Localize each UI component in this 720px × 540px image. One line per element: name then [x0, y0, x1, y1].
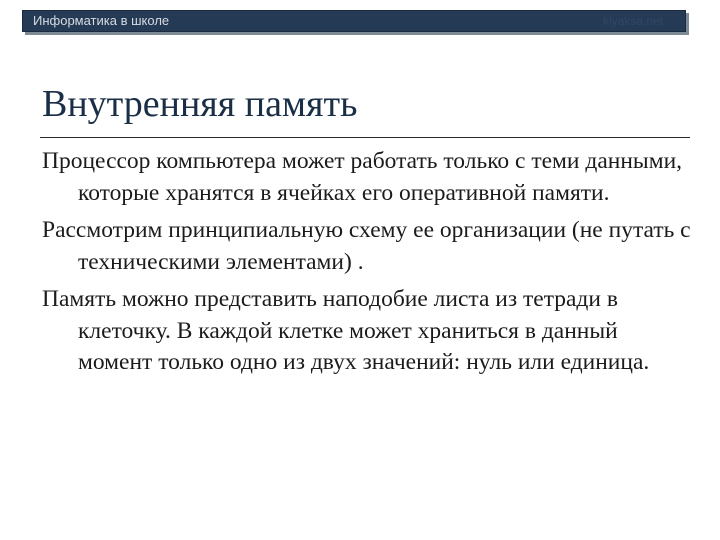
- header-course-label: Информатика в школе: [33, 13, 170, 28]
- header-bar: [22, 10, 686, 32]
- slide-title: Внутренняя память: [42, 83, 358, 125]
- body-paragraph-3: Память можно представить наподобие листа из тетради в клеточку. В каждой клетке может храниться в данный момент только одно из двух значений: нуль или единица.: [42, 286, 650, 375]
- slide-body: [42, 146, 692, 385]
- body-paragraph-1: Процессор компьютера может работать только с теми данными, которые хранятся в ячейках его оперативной памяти.: [42, 148, 683, 206]
- body-paragraph-2: Рассмотрим принципиальную схему ее организации (не путать с техническими элементами) .: [42, 217, 691, 275]
- header-site-link[interactable]: klyaksa.net: [602, 14, 663, 28]
- title-divider: [40, 137, 690, 138]
